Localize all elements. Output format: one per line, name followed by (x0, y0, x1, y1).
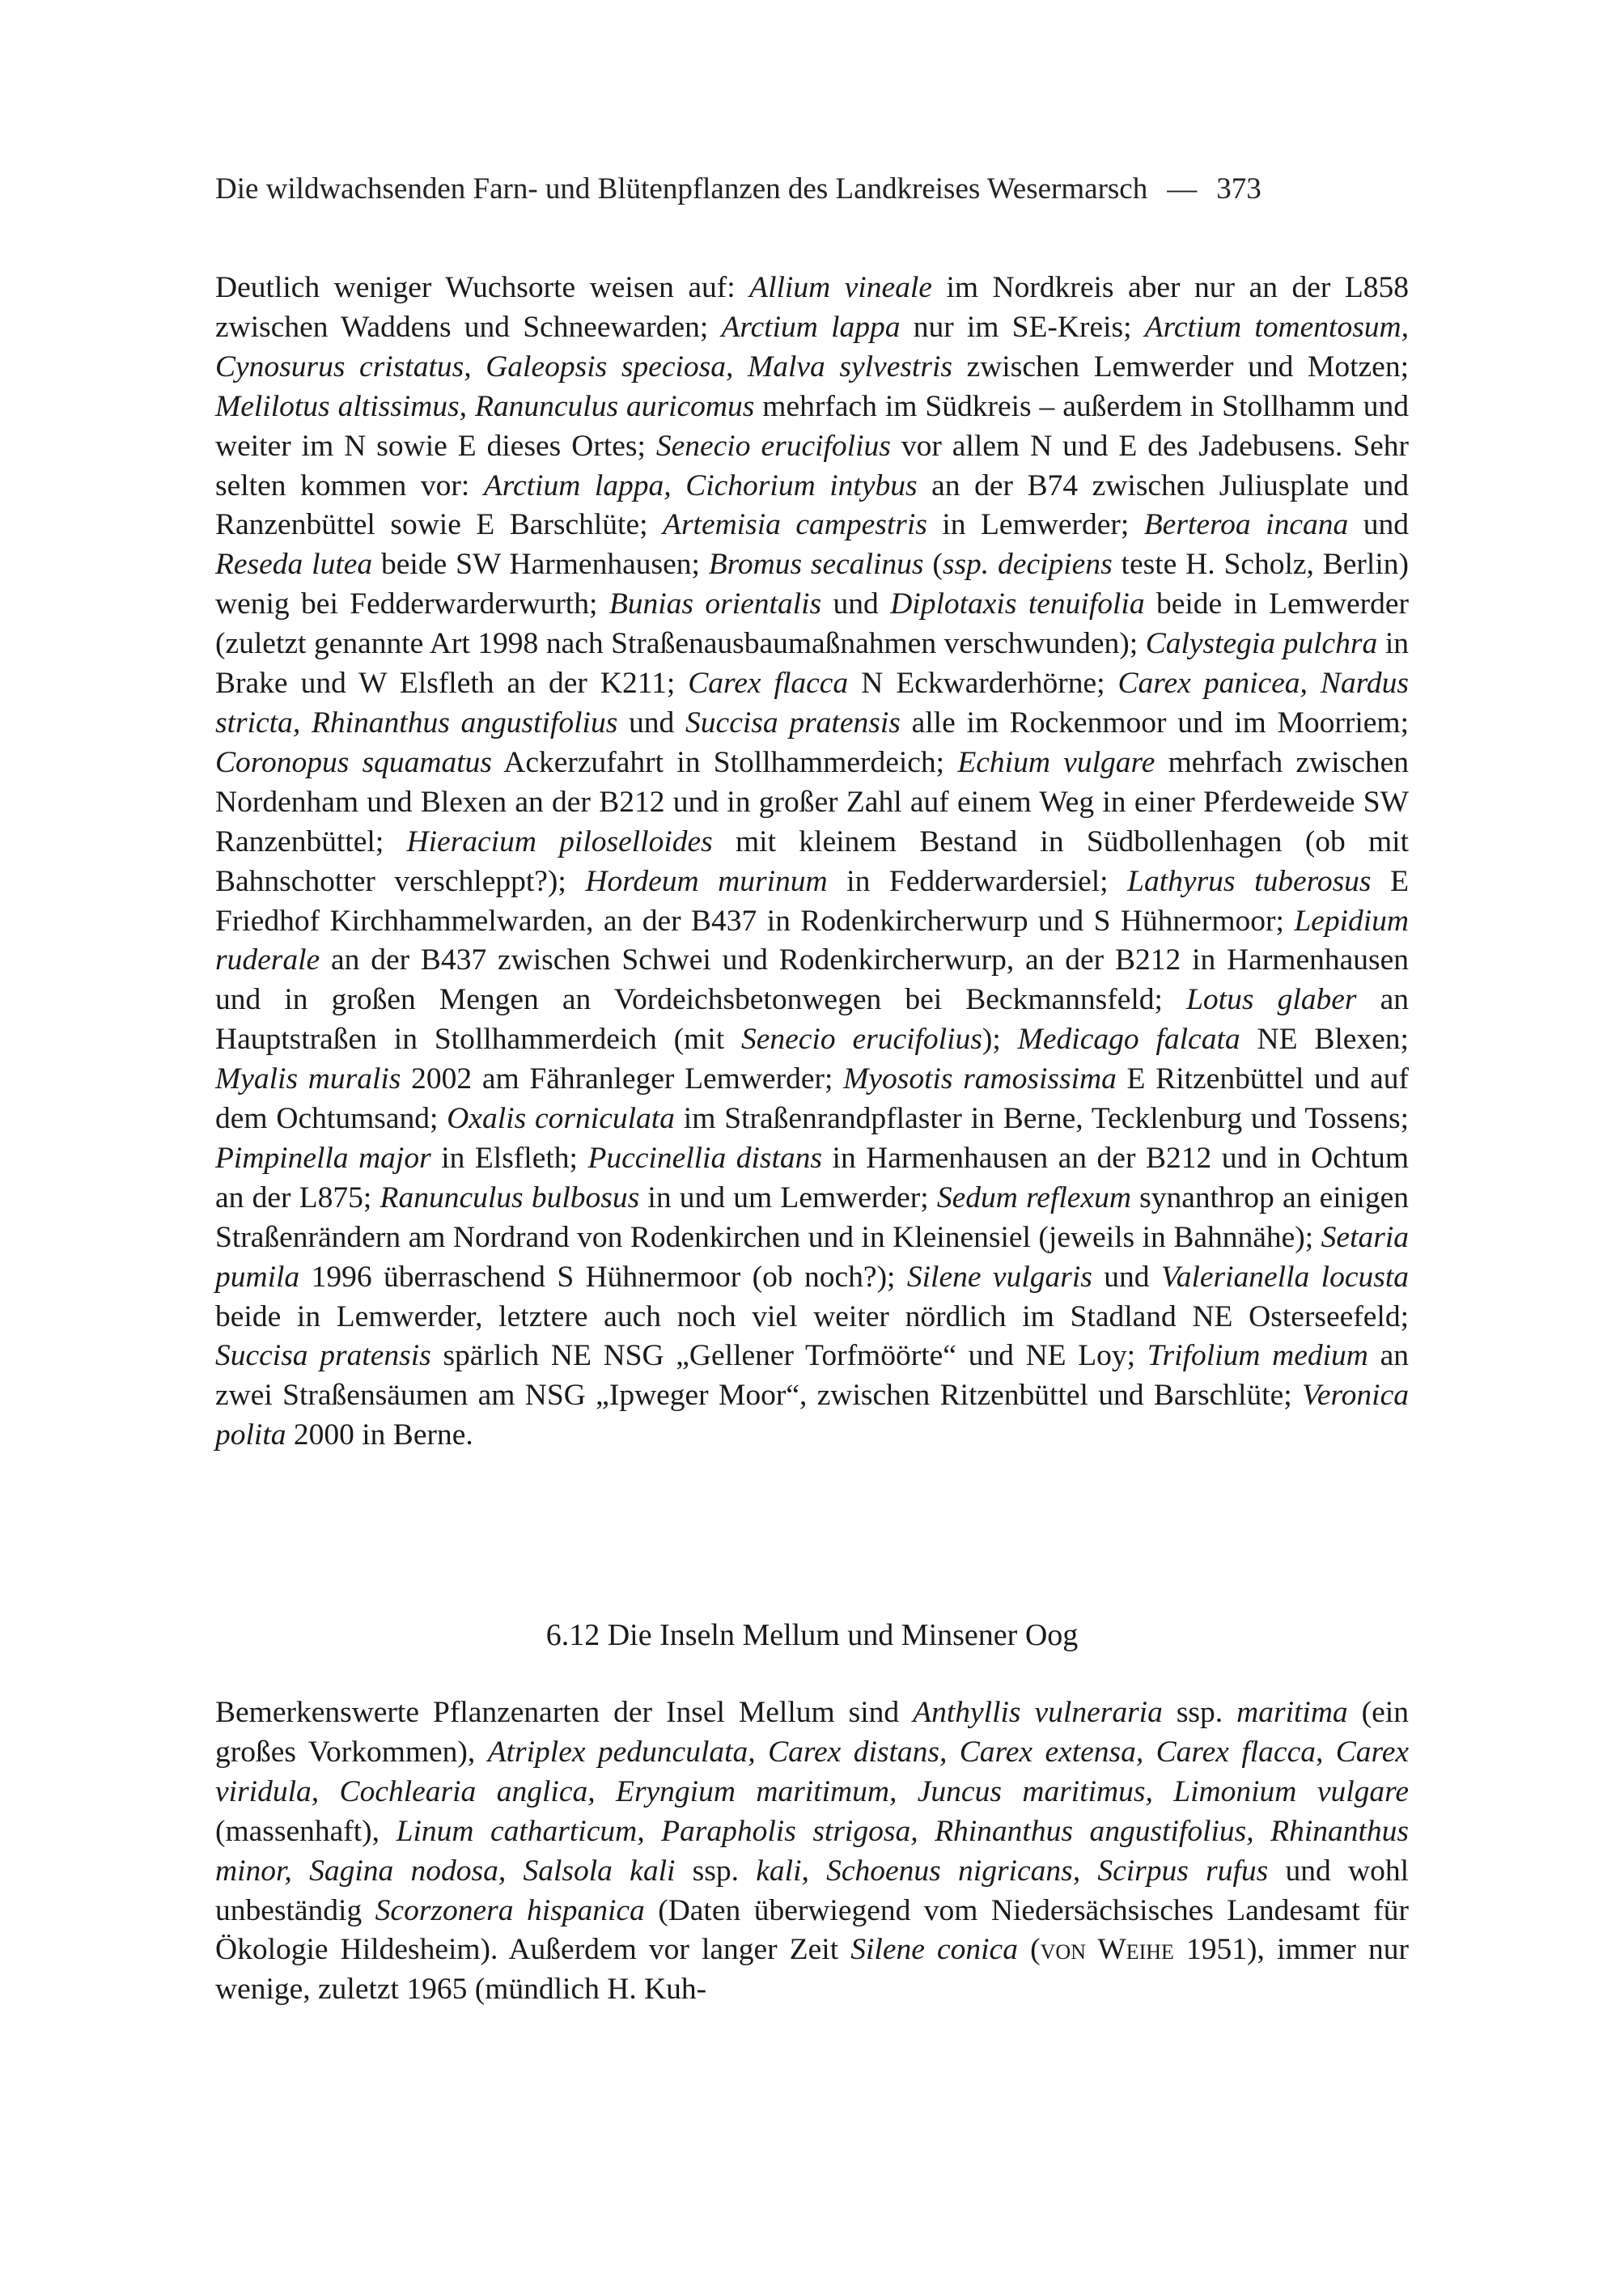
paragraph-species-list (215, 269, 1409, 1456)
species-name: Oxalis corniculata (447, 1102, 675, 1136)
species-name: Echium vulgare (957, 745, 1155, 779)
species-name: Hieracium piloselloides (406, 824, 713, 858)
species-name: Valerianella locusta (1160, 1260, 1410, 1294)
text-run: und (1348, 508, 1409, 542)
text-run: 1951), immer nur wenige, zuletzt 1965 (mündlich H. Kuh- (215, 1933, 1409, 2007)
species-name: Calystegia pulchra (1145, 627, 1378, 661)
species-name: Medicago falcata (1017, 1023, 1240, 1057)
running-title: Die wildwachsenden Farn- und Blütenpflanzen des Landkreises Wesermarsch (215, 172, 1148, 206)
text-run: in Lemwerder; (926, 508, 1144, 542)
species-name: Arctium tomentosum, Cynosurus cristatus, Galeopsis speciosa, Malva sylvestris (215, 310, 1409, 384)
text-run: beide SW Harmenhausen; (372, 548, 709, 582)
text-run: an der B437 zwischen Schwei und Rodenkircherwurp, an der B212 in Harmenhausen und in großen Mengen an Vordeichsbetonwegen bei Beckmannsfeld; (215, 943, 1409, 1017)
text-run: in Elsfleth; (430, 1141, 588, 1175)
text-run: an Hauptstraßen in Stollhammerdeich (mit (215, 983, 1409, 1057)
paragraph-mellum (215, 1693, 1409, 2010)
text-run: spärlich NE NSG „Gellener Torfmöörte“ und NE Loy; (430, 1339, 1147, 1373)
text-run: (massenhaft), (215, 1814, 396, 1848)
text-run: beide in Lemwerder (zuletzt genannte Art 1998 nach Straßenausbaumaßnahmen verschwunden); (215, 587, 1409, 661)
text-run: an zwei Straßensäumen am NSG „Ipweger Moor“, zwischen Ritzenbüttel und Barschlüte; (215, 1339, 1409, 1413)
species-name: Setaria pumila (215, 1220, 1409, 1294)
species-name: Bunias orientalis (608, 587, 822, 621)
text-run: in und um Lemwerder; (639, 1180, 937, 1214)
author-citation: von Weihe (1040, 1933, 1174, 1967)
species-name: Allium vineale (749, 271, 932, 304)
text-run: und (617, 706, 686, 740)
text-run: E Friedhof Kirchhammelwarden, an der B437 in Rodenkircherwurp und S Hühnermoor; (215, 864, 1409, 938)
species-name: maritima (1236, 1696, 1348, 1729)
species-name: Senecio erucifolius (655, 429, 891, 463)
body-text-lower (215, 1693, 1409, 2010)
text-run: und wohl unbeständig (215, 1854, 1409, 1927)
text-run: vor allem N und E des Jadebusens. Sehr selten kommen vor: (215, 429, 1409, 502)
text-run: synanthrop an einigen Straßenrändern am Nordrand von Rodenkirchen und in Kleinensiel (jeweils in Bahnnähe); (215, 1180, 1409, 1254)
text-run: teste H. Scholz, Berlin) wenig bei Fedderwarderwurth; (215, 548, 1409, 621)
species-name: Silene conica (850, 1933, 1018, 1967)
species-name: Senecio erucifolius (741, 1023, 982, 1057)
species-name: Arctium lappa, Cichorium intybus (483, 468, 918, 502)
species-name: Hordeum murinum (585, 864, 828, 898)
species-name: Pimpinella major (215, 1141, 431, 1175)
species-name: Puccinellia distans (587, 1141, 823, 1175)
text-run: beide in Lemwerder, letztere auch noch viel weiter nördlich im Stadland NE Osterseefeld; (215, 1299, 1409, 1333)
text-run: und (821, 587, 891, 621)
text-run: 2000 in Berne. (286, 1418, 473, 1452)
species-name: ssp. decipiens (942, 548, 1113, 582)
species-name: Linum catharticum, Parapholis strigosa, Rhinanthus angustifolius, Rhinanthus minor, Sagina nodosa, Salsola kali (215, 1814, 1409, 1888)
species-name: Anthyllis vulneraria (913, 1696, 1163, 1729)
species-name: Carex panicea, Nardus stricta, Rhinanthus angustifolius (215, 667, 1409, 740)
text-run: an der B74 zwischen Juliusplate und Ranzenbüttel sowie E Barschlüte; (215, 468, 1410, 542)
text-run: mehrfach zwischen Nordenham und Blexen an der B212 und in großer Zahl auf einem Weg in einer Pferdeweide SW Ranzenbüttel; (215, 745, 1409, 858)
text-run: Bemerkenswerte Pflanzenarten der Insel Mellum sind (215, 1696, 914, 1729)
species-name: Artemisia campestris (663, 508, 927, 542)
page-number: 373 (1216, 172, 1261, 206)
text-run: NE Blexen; (1240, 1023, 1409, 1057)
text-run: mehrfach im Südkreis – außerdem in Stollhamm und weiter im N sowie E dieses Ortes; (215, 389, 1409, 463)
text-run: E Ritzenbüttel und auf dem Ochtumsand; (215, 1062, 1410, 1136)
text-run: ssp. (1162, 1696, 1237, 1729)
species-name: Succisa pratensis (685, 706, 901, 740)
text-run: in Harmenhausen an der B212 und in Ochtum an der L875; (215, 1141, 1409, 1214)
header-separator: — (1167, 172, 1198, 206)
text-run: 1996 überraschend S Hühnermoor (ob noch?); (299, 1260, 907, 1294)
species-name: Arctium lappa (721, 310, 901, 344)
species-name: Bromus secalinus (708, 548, 924, 582)
species-name: Sedum reflexum (936, 1180, 1131, 1214)
text-run: ( (923, 548, 943, 582)
text-run: im Straßenrandpflaster in Berne, Tecklenburg und Tossens; (674, 1102, 1409, 1136)
species-name: Myosotis ramosissima (843, 1062, 1117, 1096)
species-name: Reseda lutea (215, 548, 373, 582)
species-name: Myalis muralis (215, 1062, 401, 1096)
species-name: Silene vulgaris (906, 1260, 1092, 1294)
text-run: ); (982, 1023, 1018, 1057)
text-run: nur im SE-Kreis; (900, 310, 1145, 344)
body-text-upper (215, 269, 1409, 1456)
text-run: N Eckwarderhörne; (848, 667, 1118, 701)
text-run: zwischen Lemwerder und Motzen; (952, 350, 1409, 384)
text-run: Deutlich weniger Wuchsorte weisen auf: (215, 271, 750, 304)
text-run: in Fedderwardersiel; (827, 864, 1128, 898)
species-name: Succisa pratensis (215, 1339, 431, 1373)
species-name: Lepidium ruderale (215, 904, 1409, 977)
text-run: (Daten überwiegend vom Niedersächsisches Landesamt für Ökologie Hildesheim). Außerdem vor langer Zeit (215, 1893, 1409, 1967)
species-name: Ranunculus bulbosus (379, 1180, 640, 1214)
section-heading: 6.12 Die Inseln Mellum und Minsener Oog (545, 1618, 1079, 1652)
species-name: Trifolium medium (1147, 1339, 1368, 1373)
species-name: Lathyrus tuberosus (1127, 864, 1372, 898)
species-name: Carex flacca (688, 667, 849, 701)
text-run: Ackerzufahrt in Stollhammerdeich; (492, 745, 958, 779)
text-run: (ein großes Vorkommen), (215, 1696, 1409, 1769)
species-name: kali, Schoenus nigricans, Scirpus rufus (756, 1854, 1269, 1888)
species-name: Coronopus squamatus (215, 745, 493, 779)
text-run: mit kleinem Bestand in Südbollenhagen (ob mit Bahnschotter verschleppt?); (215, 824, 1409, 898)
text-run: und (1092, 1260, 1161, 1294)
text-run: in Brake und W Elsfleth an der K211; (215, 627, 1409, 701)
species-name: Lotus glaber (1186, 983, 1357, 1017)
species-name: Melilotus altissimus, Ranunculus auricomus (215, 389, 755, 423)
species-name: Veronica polita (215, 1379, 1409, 1452)
species-name: Berteroa incana (1143, 508, 1349, 542)
species-name: Diplotaxis tenuifolia (890, 587, 1145, 621)
text-run: ( (1017, 1933, 1041, 1967)
text-run: ssp. (675, 1854, 757, 1888)
text-run: 2002 am Fähranleger Lemwerder; (401, 1062, 844, 1096)
species-name: Atriplex pedunculata, Carex distans, Carex extensa, Carex flacca, Carex viridula, Cochlearia anglica, Eryngium maritimum, Juncus maritimus, Limonium vulgare (215, 1735, 1409, 1808)
species-name: Scorzonera hispanica (375, 1893, 645, 1927)
text-run: im Nordkreis aber nur an der L858 zwischen Waddens und Schneewarden; (215, 271, 1410, 344)
text-run: alle im Rockenmoor und im Moorriem; (900, 706, 1410, 740)
running-header (215, 170, 1409, 209)
